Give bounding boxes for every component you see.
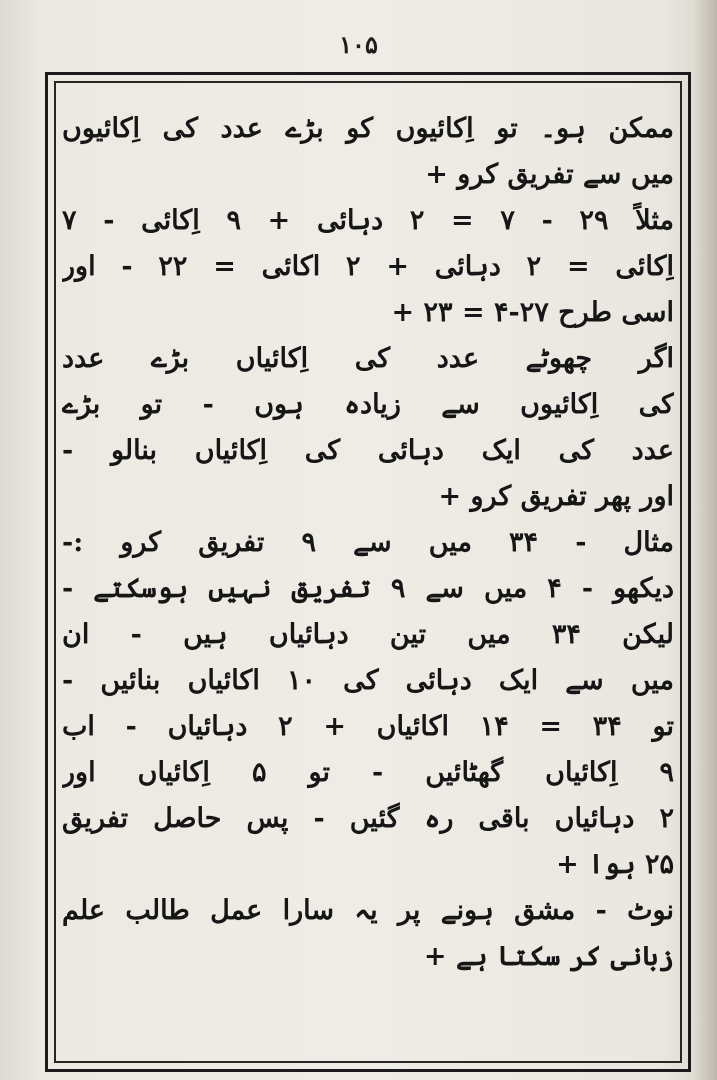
text-line-4: اِکائی = ۲ دہائی + ۲ اکائی = ۲۲ - اور (62, 251, 674, 282)
text-line-12: لیکن ۳۴ میں تین دہائیاں ہیں - ان (62, 619, 674, 650)
text-line-13: میں سے ایک دہائی کی ۱۰ اکائیاں بنائیں - (62, 665, 674, 696)
page-edge-shadow (693, 0, 717, 1080)
text-line-17: ۲۵ ہوا + (556, 849, 674, 880)
text-line-8: عدد کی ایک دہائی کی اِکائیاں بنالو - (62, 435, 674, 466)
text-line-16: ۲ دہائیاں باقی رہ گئیں - پس حاصل تفریق (62, 803, 674, 834)
text-line-18: نوٹ - مشق ہونے پر یہ سارا عمل طالب علم (62, 895, 674, 926)
text-line-11: دیکھو - ۴ میں سے ۹ تفریق نہیں ہوسکتے - (62, 573, 674, 604)
text-line-9: اور پھر تفریق کرو + (438, 481, 674, 512)
body-text (62, 106, 674, 980)
text-line-2: میں سے تفریق کرو + (425, 159, 674, 190)
text-line-10: مثال - ۳۴ میں سے ۹ تفریق کرو :- (62, 527, 674, 558)
text-line-1: ممکن ہو۔ تو اِکائیوں کو بڑے عدد کی اِکائیوں (62, 113, 674, 144)
text-line-19: زبانی کر سکتا ہے + (423, 941, 674, 972)
text-line-5: اسی طرح ۲۷-۴ = ۲۳ + (391, 297, 674, 328)
text-line-3: مثلاً ۲۹ - ۷ = ۲ دہائی + ۹ اِکائی - ۷ (62, 205, 674, 236)
text-line-7: کی اِکائیوں سے زیادہ ہوں - تو بڑے (62, 389, 674, 420)
text-line-14: تو ۳۴ = ۱۴ اکائیاں + ۲ دہائیاں - اب (62, 711, 674, 742)
text-line-15: ۹ اِکائیاں گھٹائیں - تو ۵ اِکائیاں اور (62, 757, 674, 788)
text-line-6: اگر چھوٹے عدد کی اِکائیاں بڑے عدد (62, 343, 674, 374)
page-number: ۱۰۵ (339, 30, 378, 59)
